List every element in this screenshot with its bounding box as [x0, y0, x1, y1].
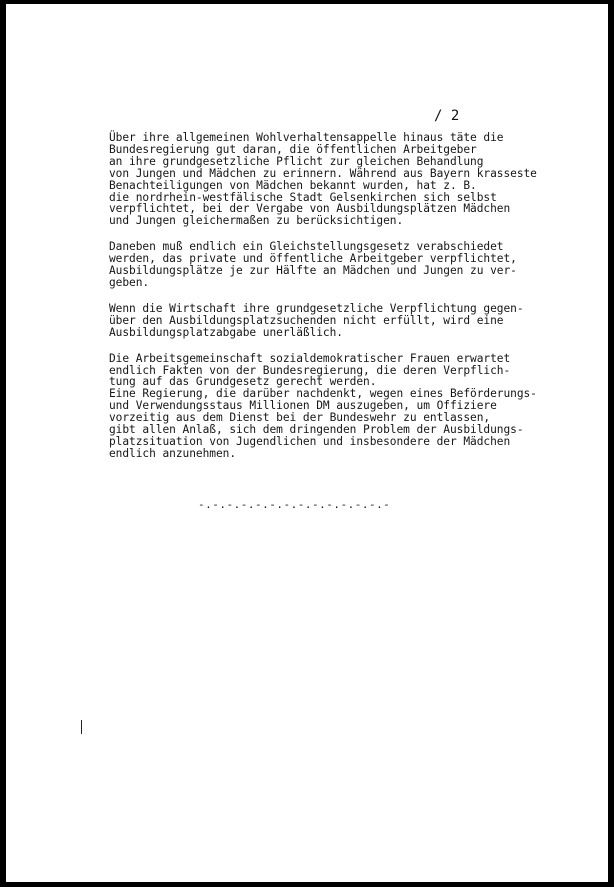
- page-number: / 2: [434, 108, 460, 124]
- document-page: [6, 4, 608, 882]
- paragraph-3: [109, 303, 569, 339]
- text-line: Die Arbeitsgemeinschaft sozialdemokratischer Frauen erwartet: [109, 351, 511, 365]
- text-line: Ausbildungsplatzabgabe unerläßlich.: [109, 325, 343, 339]
- text-line: Daneben muß endlich ein Gleichstellungsgesetz verabschiedet: [109, 240, 504, 254]
- text-line: endlich Fakten von der Bundesregierung, die deren Verpflich-: [109, 363, 511, 377]
- text-line: Benachteiligungen von Mädchen bekannt wurden, hat z. B.: [109, 178, 477, 192]
- text-line: die nordrhein-westfälische Stadt Gelsenkirchen sich selbst: [109, 190, 497, 204]
- closing-separator: -.-.-.-.-.-.-.-.-.-.-.-.-.-: [198, 498, 391, 511]
- text-line: vorzeitig aus dem Dienst bei der Bundeswehr zu entlassen,: [109, 411, 491, 425]
- text-line: tung auf das Grundgesetz gerecht werden.: [109, 375, 377, 389]
- text-line: Ausbildungsplätze je zur Hälfte an Mädchen und Jungen zu ver-: [109, 264, 517, 278]
- text-line: endlich anzunehmen.: [109, 446, 237, 460]
- text-line: werden, das private und öffentliche Arbeitgeber verpflichtet,: [109, 252, 517, 266]
- text-line: geben.: [109, 275, 150, 289]
- text-line: und Jungen gleichermaßen zu berücksichtigen.: [109, 214, 404, 228]
- text-line: verpflichtet, bei der Vergabe von Ausbildungsplätzen Mädchen: [109, 202, 511, 216]
- text-line: gibt allen Anlaß, sich dem dringenden Problem der Ausbildungs-: [109, 423, 524, 437]
- text-line: Eine Regierung, die darüber nachdenkt, wegen eines Beförderungs-: [109, 387, 537, 401]
- text-line: über den Ausbildungsplatzsuchenden nicht erfüllt, wird eine: [109, 313, 504, 327]
- text-line: Bundesregierung gut daran, die öffentlichen Arbeitgeber: [109, 142, 477, 156]
- text-line: platzsituation von Jugendlichen und insbesondere der Mädchen: [109, 434, 511, 448]
- paragraph-4: [109, 353, 569, 460]
- margin-mark: [81, 720, 82, 734]
- text-line: an ihre grundgesetzliche Pflicht zur gleichen Behandlung: [109, 154, 484, 168]
- paragraph-1: [109, 132, 569, 227]
- paragraph-2: [109, 241, 569, 289]
- text-line: von Jungen und Mädchen zu erinnern. Während aus Bayern krasseste: [109, 166, 537, 180]
- text-line: und Verwendungsstaus Millionen DM auszugeben, um Offiziere: [109, 399, 497, 413]
- text-line: Über ihre allgemeinen Wohlverhaltensappelle hinaus täte die: [109, 131, 504, 144]
- body-text: [109, 132, 569, 474]
- text-line: Wenn die Wirtschaft ihre grundgesetzliche Verpflichtung gegen-: [109, 301, 524, 315]
